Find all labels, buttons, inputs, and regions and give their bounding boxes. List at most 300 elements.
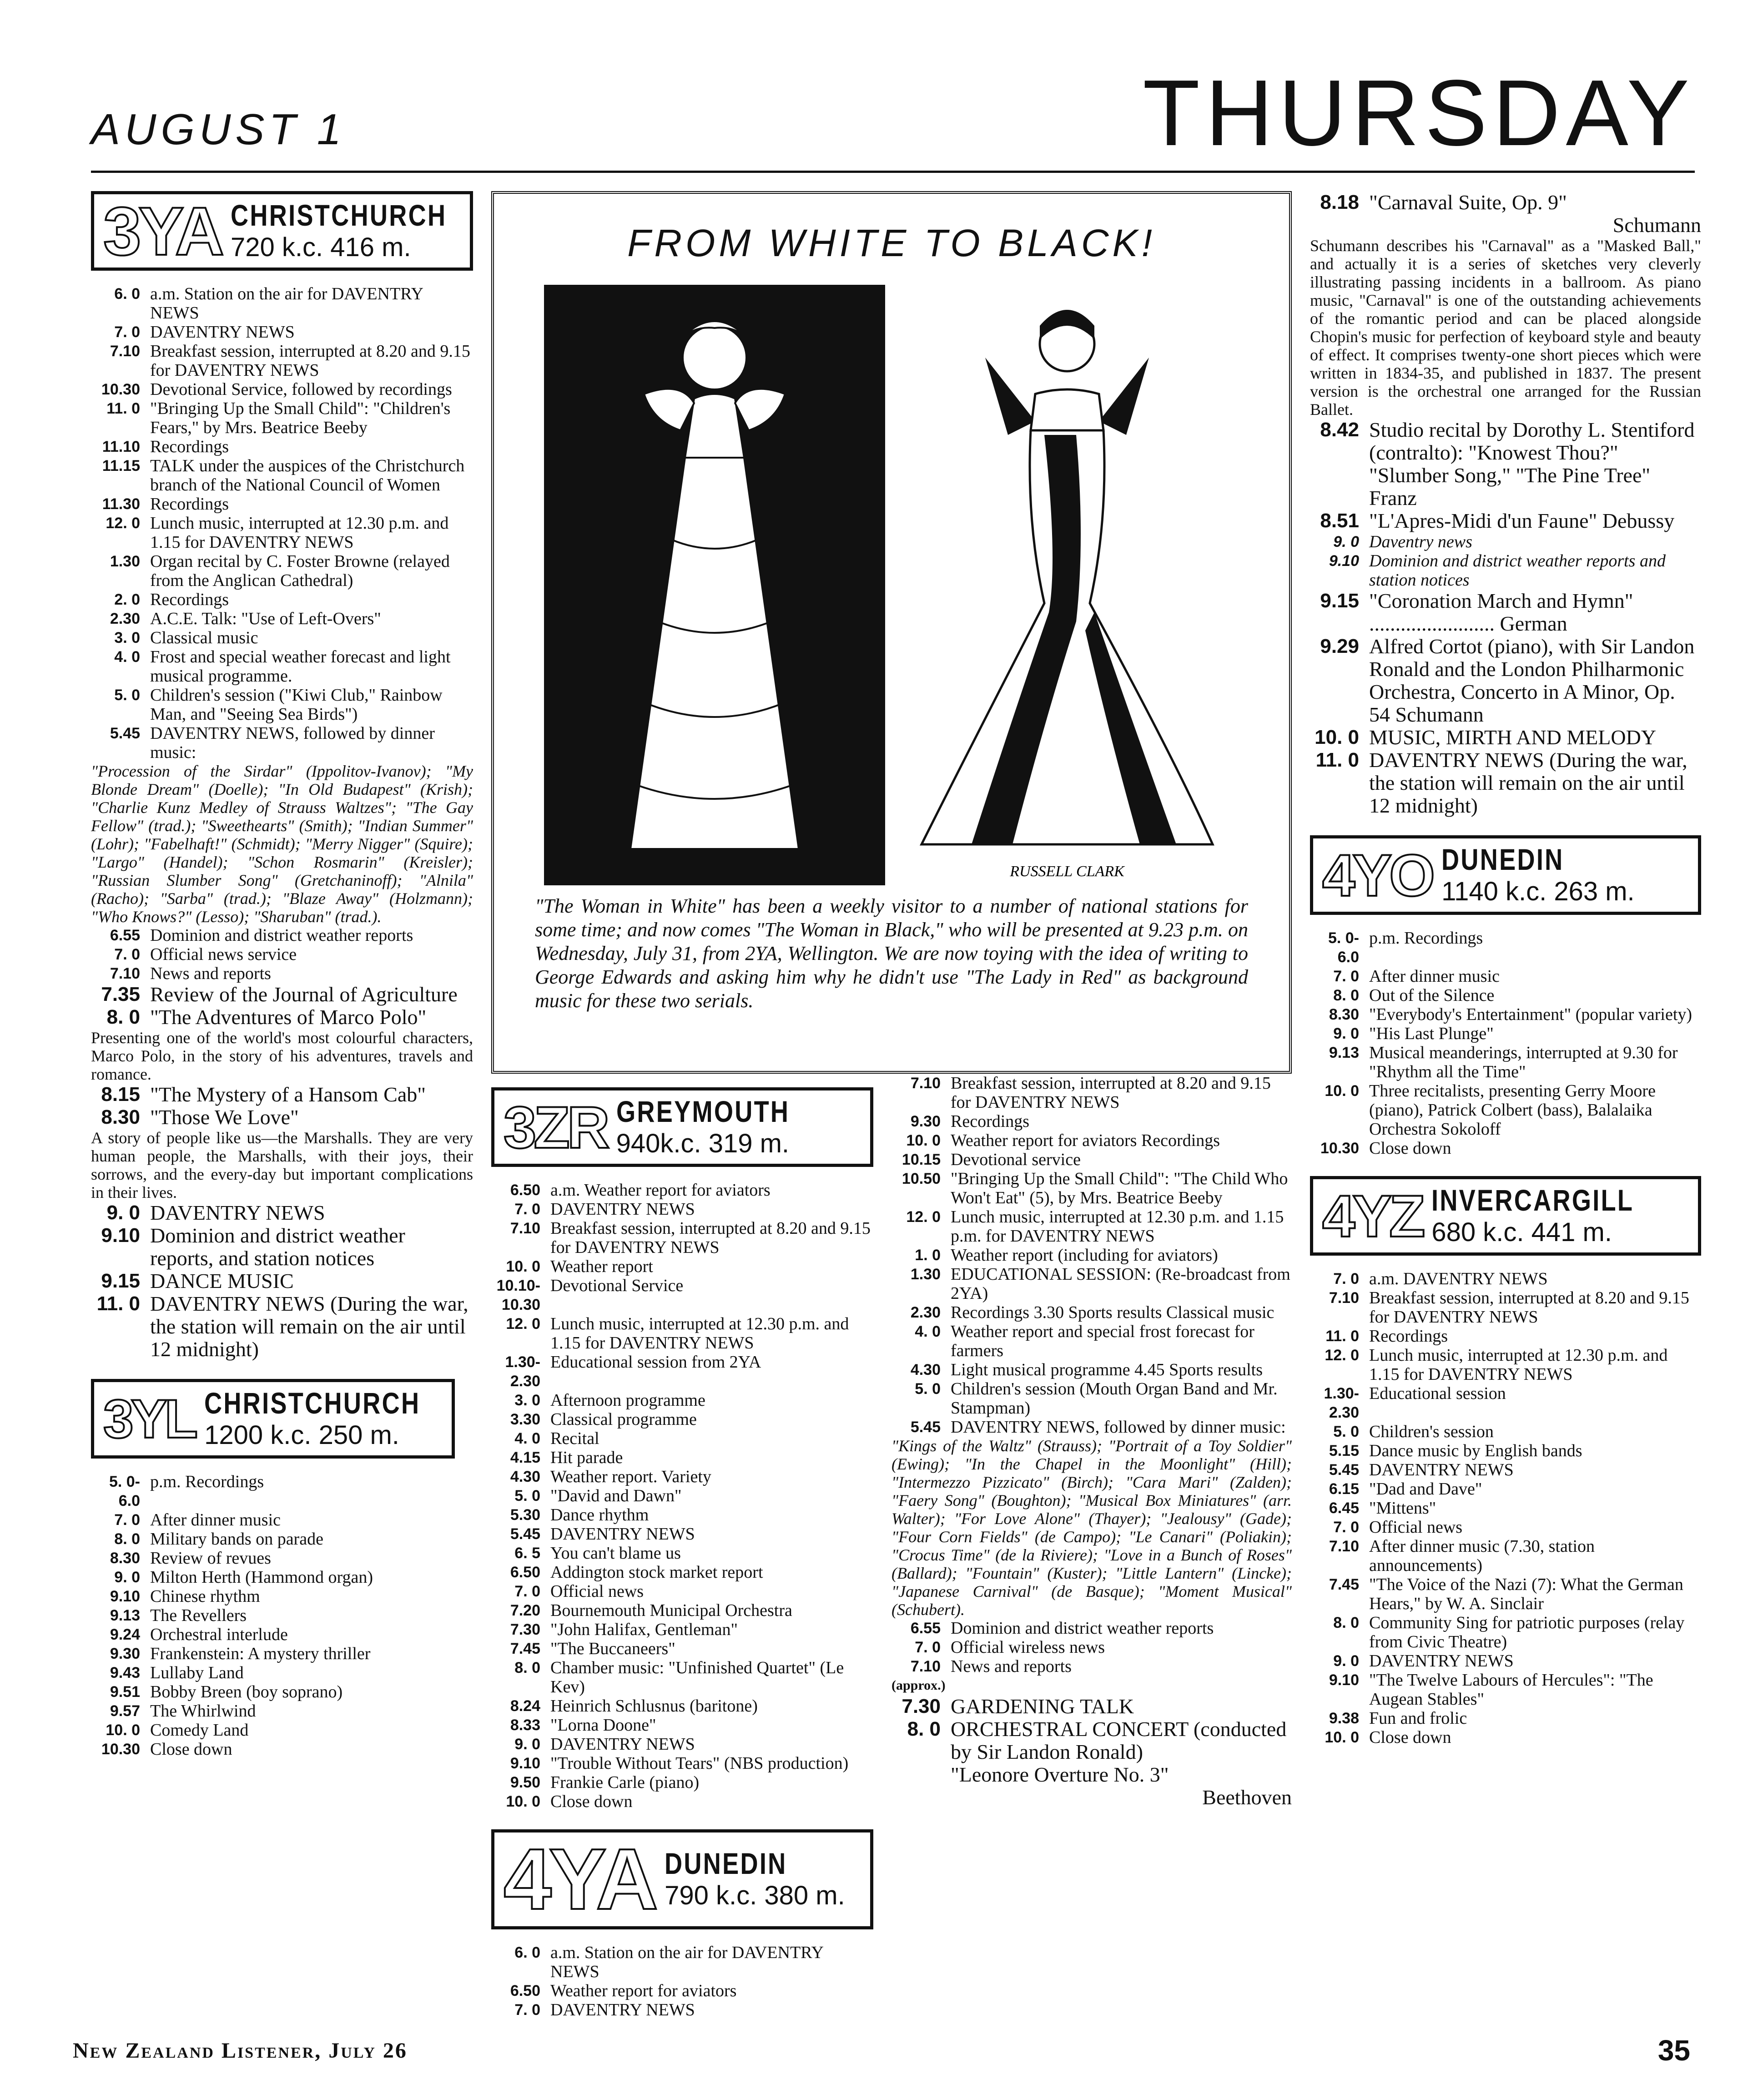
programme-item: DAVENTRY NEWS — [550, 2000, 695, 2019]
programme-time: 9.38 — [1329, 1710, 1359, 1727]
programme-item: After dinner music — [150, 1510, 281, 1530]
programme-item: "Coronation March and Hymn" ........................ German — [1369, 589, 1633, 635]
programme-time: 8.30 — [1329, 1006, 1359, 1023]
programme-time: 12. 0 — [506, 1315, 540, 1333]
programme-row — [491, 1429, 873, 1448]
programme-time: 4.15 — [510, 1449, 540, 1466]
programme-row — [1310, 1613, 1701, 1651]
header-rule — [91, 171, 1695, 173]
programme-row — [91, 964, 473, 983]
programme-item: GARDENING TALK — [951, 1695, 1134, 1718]
programme-time: 8. 0 — [907, 1718, 941, 1740]
programme-time: 3. 0 — [114, 629, 140, 646]
programme-time: 5.30 — [510, 1506, 540, 1524]
programme-row — [1310, 1024, 1701, 1043]
programme-row — [1310, 1499, 1701, 1518]
programme-time: 10.10-10.30 — [496, 1277, 540, 1313]
column-3ya-3yl — [91, 191, 473, 1759]
illustration-caption: "The Woman in White" has been a weekly visitor to a number of national stations for some time; and now comes "The Woman in Black," who will be presented at 9.23 p.m. on Wednesday, July 31, from 2YA, Wellington. We are now toying with the idea of writing to George Edwards and asking him why he didn't use "The Lady in Red" as background music for these two serials. — [535, 895, 1248, 1012]
programme-row — [91, 945, 473, 964]
programme-row — [1310, 1479, 1701, 1499]
programme-row — [91, 1006, 473, 1029]
station-frequency: 1140 k.c. 263 m. — [1441, 876, 1635, 906]
programme-item: Close down — [550, 1792, 633, 1811]
programme-item: EDUCATIONAL SESSION: (Re-broadcast from 2YA) — [951, 1265, 1290, 1303]
programme-item: Lunch music, interrupted at 12.30 p.m. and 1.15 for DAVENTRY NEWS — [550, 1314, 849, 1353]
programme-time: 9.10 — [101, 1224, 140, 1247]
programme-time: 6.50 — [510, 1181, 540, 1199]
programme-item: Light musical programme 4.45 Sports results — [951, 1360, 1263, 1379]
programme-time: 11.10 — [102, 438, 140, 455]
station-frequency: 720 k.c. 416 m. — [231, 232, 411, 262]
programme-time: 7. 0 — [915, 1639, 941, 1656]
programme-row — [491, 2000, 873, 2019]
programme-time: 6. 5 — [514, 1545, 540, 1562]
programme-row — [1310, 191, 1701, 214]
programme-item: Lunch music, interrupted at 12.30 p.m. and 1.15 for DAVENTRY NEWS — [1369, 1346, 1668, 1384]
programme-time: 6.50 — [510, 1564, 540, 1581]
programme-row — [491, 1544, 873, 1563]
programme-row — [1310, 1422, 1701, 1441]
programme-item: "The Adventures of Marco Polo" — [150, 1005, 427, 1029]
programme-time: 7. 0 — [514, 2001, 540, 2019]
programme-item: Official wireless news — [951, 1638, 1105, 1657]
programme-item: Milton Herth (Hammond organ) — [150, 1568, 373, 1587]
programme-item: Studio recital by Dorothy L. Stentiford (contralto): "Knowest Thou?" "Slumber Song," "The Pine Tree" Franz — [1369, 418, 1695, 510]
programme-row — [491, 1943, 873, 1981]
programme-time: 7.10 — [910, 1075, 941, 1092]
programme-row — [1310, 1537, 1701, 1575]
programme-row — [491, 1314, 873, 1353]
programme-row — [91, 1292, 473, 1361]
programme-row — [1310, 1081, 1701, 1139]
programme-item: Bobby Breen (boy soprano) — [150, 1682, 343, 1701]
programme-item: Breakfast session, interrupted at 8.20 and 9.15 for DAVENTRY NEWS — [550, 1219, 871, 1257]
programme-time: 7. 0 — [514, 1583, 540, 1600]
programme-note: A story of people like us—the Marshalls. They are very human people, the Marshalls, with their joys, their sorrows, and the every-day but important complications in their lives. — [91, 1129, 473, 1201]
programme-time: 2. 0 — [114, 591, 140, 608]
programme-item: Daventry news — [1369, 532, 1472, 551]
programme-time: 10. 0 — [1315, 726, 1359, 748]
programme-row — [491, 1754, 873, 1773]
programme-item: Close down — [1369, 1728, 1451, 1747]
programme-row — [91, 323, 473, 342]
programme-row — [1310, 1651, 1701, 1671]
programme-item: News and reports — [150, 964, 271, 983]
programme-time: 2.30 — [910, 1304, 941, 1321]
programme-time: 11.15 — [102, 457, 140, 475]
programme-row — [91, 1606, 473, 1625]
programme-item: Alfred Cortot (piano), with Sir Landon Ronald and the London Philharmonic Orchestra, Concerto in A Minor, Op. 54 Schumann — [1369, 635, 1695, 726]
programme-row — [491, 1276, 873, 1314]
station-frequency: 790 k.c. 380 m. — [665, 1881, 845, 1910]
station-box-4yo — [1310, 835, 1701, 915]
programme-time: 8. 0 — [106, 1006, 140, 1028]
programme-row — [892, 1131, 1292, 1150]
programme-item: ORCHESTRAL CONCERT (conducted by Sir Landon Ronald) — [951, 1717, 1287, 1763]
programme-item: Devotional Service — [550, 1276, 684, 1295]
station-box-3zr — [491, 1087, 873, 1167]
programme-row — [1310, 1441, 1701, 1460]
composer-name: Schumann — [1612, 213, 1701, 237]
programme-item: "Those We Love" — [150, 1106, 299, 1129]
programme-row — [491, 1639, 873, 1658]
programme-time: 1.30-2.30 — [505, 1353, 540, 1390]
programme-item: Frankie Carle (piano) — [550, 1773, 700, 1792]
programme-time: 5. 0-6.0 — [1328, 929, 1359, 966]
programme-row — [491, 1735, 873, 1754]
programme-item: "David and Dawn" — [550, 1486, 682, 1505]
programme-time: 7. 0 — [114, 946, 140, 963]
programme-time: 9.15 — [1320, 590, 1359, 612]
dinner-music-list: "Procession of the Sirdar" (Ippolitov-Ivanov); "My Blonde Dream" (Doelle); "In Old Budapest" (Krish); "Charlie Kunz Medley of Strauss Waltzes"; "The Gay Fellow" (trad.); "Sweethearts" (Smith); "Indian Summer" (Lohr); "Fabelhaft!" (Schmidt); "Merry Nigger" (Squire); "Largo" (Handel); "Schon Rosmarin" (Kreisler); "Russian Slumber Song" (Gretchaninoff); "Alnila" (Racho); "Sarba" (trad.); "Blaze Away" (Holzmann); "Who Knows?" (Lesso); "Sharuban" (trad.). — [91, 762, 473, 926]
programme-row — [491, 1391, 873, 1410]
programme-time: 9.10 — [1329, 1671, 1359, 1689]
programme-item: Classical music — [150, 628, 258, 647]
programme-row — [91, 1106, 473, 1129]
programme-item: p.m. Recordings — [1369, 929, 1483, 948]
station-box-4yz — [1310, 1176, 1701, 1256]
programme-row — [1310, 1518, 1701, 1537]
programme-time: 10. 0 — [506, 1793, 540, 1810]
programme-time: 11. 0 — [1315, 749, 1359, 771]
programme-item: "Everybody's Entertainment" (popular variety) — [1369, 1005, 1692, 1024]
programme-row — [491, 1486, 873, 1505]
programme-item: Dominion and district weather reports — [951, 1619, 1214, 1638]
programme-item: Official news — [550, 1582, 644, 1601]
programme-item: Lunch music, interrupted at 12.30 p.m. and 1.15 for DAVENTRY NEWS — [150, 514, 449, 552]
programme-row — [1310, 1005, 1701, 1024]
programme-item: DAVENTRY NEWS (During the war, the station will remain on the air until 12 midnight) — [150, 1292, 468, 1361]
approx-label: (approx.) — [892, 1678, 946, 1693]
programme-row — [491, 1181, 873, 1200]
programme-time: 9.15 — [101, 1270, 140, 1292]
programme-row — [491, 1448, 873, 1467]
programme-time: 4. 0 — [514, 1430, 540, 1447]
programme-item: Weather report — [550, 1257, 653, 1276]
station-logo-3zr: 3ZR — [504, 1094, 607, 1161]
programme-item: News and reports — [951, 1657, 1072, 1676]
programme-time: 8. 0 — [514, 1659, 540, 1676]
programme-row — [1310, 1269, 1701, 1288]
programme-row — [1310, 1460, 1701, 1479]
programme-time: 5. 0 — [114, 687, 140, 704]
programme-row — [892, 1112, 1292, 1131]
programme-row — [91, 1663, 473, 1682]
page-number: 35 — [1657, 2034, 1690, 2067]
programme-row — [1310, 419, 1701, 510]
programme-time: 4. 0 — [915, 1323, 941, 1340]
programme-row — [91, 1721, 473, 1740]
programme-item: "Lorna Doone" — [550, 1716, 656, 1735]
programme-time: 6. 0 — [514, 1944, 540, 1961]
programme-item: Educational session — [1369, 1384, 1506, 1403]
programme-time: 11. 0 — [96, 1292, 140, 1315]
dinner-music-list: "Kings of the Waltz" (Strauss); "Portrait of a Toy Soldier" (Ewing); "In the Chapel in the Moonlight" (Hill); "Intermezzo Pizzicato" (Birch); "Cara Mari" (Zalden); "Faery Song" (Boughton); "Musical Box Miniatures" (arr. Walter); "For Love Alone" (Thayer); "Jealousy" (Gade); "Four Corn Fields" (de Campo); "Le Canari" (Poliakin); "Crocus Time" (de la Riviere); "Love in a Bunch of Roses" (Ballard); "Fountain" (Kuster); "Little Lantern" (Lincke); "Japanese Carnival" (de Basque); "Moment Musical" (Schubert). — [892, 1437, 1292, 1619]
programme-row — [1310, 749, 1701, 817]
programme-row — [1310, 1728, 1701, 1747]
programme-time: 9.51 — [110, 1683, 140, 1701]
programme-time: 7. 0 — [1333, 1270, 1359, 1287]
programme-row — [1310, 1575, 1701, 1613]
programme-time: 9.43 — [110, 1664, 140, 1681]
programme-row — [1310, 532, 1701, 551]
programme-item: Orchestral interlude — [150, 1625, 288, 1644]
programme-row — [91, 437, 473, 456]
programme-row — [1310, 1139, 1701, 1158]
programme-time: 8. 0 — [1333, 987, 1359, 1004]
programme-item: After dinner music (7.30, station announcements) — [1369, 1537, 1595, 1575]
programme-time: 7. 0 — [114, 1511, 140, 1529]
programme-item: "L'Apres-Midi d'un Faune" Debussy — [1369, 509, 1675, 532]
woman-in-black-drawing — [894, 285, 1240, 885]
programme-time: 1. 0 — [915, 1247, 941, 1264]
programme-item: Recordings — [1369, 1327, 1448, 1346]
programme-item: Breakfast session, interrupted at 8.20 and 9.15 for DAVENTRY NEWS — [951, 1074, 1271, 1112]
programme-time: 9.30 — [910, 1113, 941, 1130]
programme-row — [892, 1718, 1292, 1763]
programme-time: 5. 0 — [514, 1487, 540, 1504]
programme-time: 7.10 — [110, 343, 140, 360]
programme-item: "Bringing Up the Small Child": "The Child Who Won't Eat" (5), by Mrs. Beatrice Beeby — [951, 1169, 1288, 1207]
programme-time: 7.45 — [1329, 1576, 1359, 1593]
programme-item: The Revellers — [150, 1606, 247, 1625]
programme-item: DAVENTRY NEWS — [550, 1200, 695, 1219]
programme-time: 11. 0 — [106, 400, 140, 417]
programme-time: 9.13 — [110, 1607, 140, 1624]
programme-item: Hit parade — [550, 1448, 623, 1467]
programme-time: 5.45 — [510, 1525, 540, 1543]
programme-item: Lullaby Land — [150, 1663, 244, 1682]
programme-row — [1310, 635, 1701, 726]
programme-time: 9.10 — [110, 1588, 140, 1605]
programme-item: "Trouble Without Tears" (NBS production) — [550, 1754, 849, 1773]
programme-item: DAVENTRY NEWS — [150, 1201, 325, 1224]
programme-row — [491, 1200, 873, 1219]
programme-item: "John Halifax, Gentleman" — [550, 1620, 738, 1639]
programme-item: Chinese rhythm — [150, 1587, 260, 1606]
programme-row — [491, 1219, 873, 1257]
programme-item: DAVENTRY NEWS, followed by dinner music: — [951, 1418, 1286, 1437]
programme-row — [1310, 1671, 1701, 1709]
programme-time: 12. 0 — [906, 1208, 941, 1226]
programme-item: Weather report for aviators Recordings — [951, 1131, 1220, 1150]
programme-item: "Mittens" — [1369, 1499, 1436, 1518]
programme-row — [491, 1257, 873, 1276]
programme-time: 1.30 — [110, 553, 140, 570]
programme-item: a.m. Weather report for aviators — [550, 1181, 771, 1200]
programme-time: 10. 0 — [1325, 1082, 1359, 1100]
programme-row — [491, 1353, 873, 1391]
programme-row — [491, 1582, 873, 1601]
programme-item: Dance rhythm — [550, 1505, 649, 1525]
programme-row — [91, 1587, 473, 1606]
programme-time: 7.10 — [1329, 1538, 1359, 1555]
programme-row — [892, 1074, 1292, 1112]
programme-note: Presenting one of the world's most colourful characters, Marco Polo, in the story of his adventures, travels and romance. — [91, 1029, 473, 1083]
programme-time: 3. 0 — [514, 1392, 540, 1409]
programme-item: Devotional Service, followed by recordings — [150, 380, 452, 399]
programme-time: 11. 0 — [1325, 1328, 1359, 1345]
programme-item: Recordings — [150, 590, 229, 609]
programme-item: DAVENTRY NEWS — [550, 1735, 695, 1754]
programme-item: Recordings — [150, 495, 229, 514]
station-city: INVERCARGILL — [1431, 1183, 1634, 1217]
programme-time: 7.10 — [510, 1220, 540, 1237]
programme-row — [892, 1657, 1292, 1676]
programme-row — [892, 1169, 1292, 1207]
programme-time: 10.30 — [101, 381, 140, 398]
programme-time: 9. 0 — [114, 1569, 140, 1586]
station-frequency: 940k.c. 319 m. — [616, 1128, 790, 1158]
programme-row — [91, 495, 473, 514]
programme-time: 10.30 — [1320, 1140, 1359, 1157]
programme-time: 5.45 — [910, 1419, 941, 1436]
programme-item: Dominion and district weather reports, and station notices — [150, 1224, 405, 1270]
programme-item: Lunch music, interrupted at 12.30 p.m. and 1.15 p.m. for DAVENTRY NEWS — [951, 1207, 1284, 1246]
programme-item: DAVENTRY NEWS — [550, 1525, 695, 1544]
programme-item: DAVENTRY NEWS — [1369, 1651, 1514, 1671]
programme-row — [491, 1792, 873, 1811]
programme-time: 8.24 — [510, 1697, 540, 1715]
programme-item: After dinner music — [1369, 967, 1500, 986]
station-logo-4yo: 4YO — [1322, 842, 1433, 909]
programme-item: A.C.E. Talk: "Use of Left-Overs" — [150, 609, 381, 628]
programme-time: 9.29 — [1320, 635, 1359, 657]
programme-row — [1310, 986, 1701, 1005]
programme-time: 7.45 — [510, 1640, 540, 1657]
programme-row — [91, 609, 473, 628]
programme-item: TALK under the auspices of the Christchurch branch of the National Council of Women — [150, 456, 465, 495]
programme-time: 12. 0 — [106, 515, 140, 532]
programme-time: 4. 0 — [114, 648, 140, 666]
station-city: DUNEDIN — [665, 1847, 787, 1880]
programme-row — [91, 1224, 473, 1270]
station-frequency: 1200 k.c. 250 m. — [204, 1420, 399, 1450]
programme-time: 8.18 — [1320, 191, 1359, 213]
programme-time: 7.35 — [101, 983, 140, 1005]
programme-time: 4.30 — [510, 1468, 540, 1485]
programme-time: 7.30 — [902, 1695, 941, 1717]
programme-time: 1.30-2.30 — [1324, 1385, 1359, 1421]
programme-time: 9.13 — [1329, 1044, 1359, 1061]
programme-item: Recordings 3.30 Sports results Classical music — [951, 1303, 1274, 1322]
programme-row — [91, 1625, 473, 1644]
programme-time: 7.10 — [110, 965, 140, 982]
programme-item: You can't blame us — [550, 1544, 681, 1563]
programme-item: Weather report. Variety — [550, 1467, 711, 1486]
programme-row — [1310, 510, 1701, 532]
programme-item: Children's session ("Kiwi Club," Rainbow Man, and "Seeing Sea Birds") — [150, 686, 443, 724]
station-frequency: 680 k.c. 441 m. — [1431, 1217, 1612, 1247]
station-box-3yl — [91, 1379, 455, 1459]
programme-row — [491, 1773, 873, 1792]
programme-time: 7.20 — [510, 1602, 540, 1619]
programme-row — [491, 1563, 873, 1582]
footer-publication: New Zealand Listener, July 26 — [73, 2039, 408, 2063]
programme-time: 2.30 — [110, 610, 140, 627]
programme-time: 7. 0 — [514, 1201, 540, 1218]
programme-item: a.m. DAVENTRY NEWS — [1369, 1269, 1548, 1288]
programme-row — [91, 1530, 473, 1549]
programme-time: 12. 0 — [1325, 1347, 1359, 1364]
programme-row — [91, 1472, 473, 1510]
programme-item: Organ recital by C. Foster Browne (relayed from the Anglican Cathedral) — [150, 552, 450, 590]
programme-row — [91, 1549, 473, 1568]
programme-row — [91, 514, 473, 552]
programme-row — [892, 1207, 1292, 1246]
programme-time: 7.30 — [510, 1621, 540, 1638]
programme-time: 8.30 — [101, 1106, 140, 1128]
programme-item: Recordings — [150, 437, 229, 456]
programme-item: Recordings — [951, 1112, 1030, 1131]
station-city: CHRISTCHURCH — [204, 1386, 421, 1420]
programme-row — [1310, 1043, 1701, 1081]
programme-item: "Leonore Overture No. 3" — [951, 1763, 1169, 1786]
programme-time: 8. 0 — [1333, 1614, 1359, 1631]
programme-row — [491, 1981, 873, 2000]
programme-row — [1310, 726, 1701, 749]
programme-row — [91, 724, 473, 762]
programme-row — [91, 1740, 473, 1759]
programme-time: 9. 0 — [1333, 1652, 1359, 1670]
station-logo-3yl: 3YL — [103, 1388, 196, 1449]
programme-row — [1310, 1288, 1701, 1327]
programme-time: 10.30 — [101, 1741, 140, 1758]
station-logo-4ya: 4YA — [504, 1831, 656, 1928]
programme-row — [491, 1620, 873, 1639]
programme-time: 6.50 — [510, 1982, 540, 1999]
station-box-4ya — [491, 1829, 873, 1929]
programme-row — [892, 1265, 1292, 1303]
programme-item: MUSIC, MIRTH AND MELODY — [1369, 726, 1657, 749]
programme-time: 5. 0 — [915, 1380, 941, 1398]
programme-item: Recital — [550, 1429, 599, 1448]
programme-time: 6.15 — [1329, 1480, 1359, 1498]
programme-row — [491, 1525, 873, 1544]
programme-item: Bournemouth Municipal Orchestra — [550, 1601, 792, 1620]
date-heading: AUGUST 1 — [91, 105, 346, 154]
programme-time: 8. 0 — [114, 1530, 140, 1548]
programme-row — [91, 1510, 473, 1530]
station-box-3ya — [91, 191, 473, 271]
programme-row — [1310, 1709, 1701, 1728]
programme-row — [491, 1467, 873, 1486]
programme-item: a.m. Station on the air for DAVENTRY NEWS — [150, 284, 423, 323]
programme-item: "Carnaval Suite, Op. 9" — [1369, 191, 1567, 214]
programme-item: Dance music by English bands — [1369, 1441, 1582, 1460]
programme-time: 8.15 — [101, 1083, 140, 1106]
programme-row — [491, 1658, 873, 1696]
station-logo-3ya: 3YA — [103, 192, 222, 269]
programme-row — [91, 1201, 473, 1224]
programme-time: 10. 0 — [506, 1258, 540, 1275]
programme-row — [491, 1601, 873, 1620]
programme-row — [892, 1360, 1292, 1379]
programme-item: Musical meanderings, interrupted at 9.30 for "Rhythm all the Time" — [1369, 1043, 1678, 1081]
programme-row — [892, 1379, 1292, 1418]
programme-item: DAVENTRY NEWS — [150, 323, 295, 342]
programme-row — [1310, 1384, 1701, 1422]
programme-item: "The Voice of the Nazi (7): What the German Hears," by W. A. Sinclair — [1369, 1575, 1683, 1613]
programme-item: Breakfast session, interrupted at 8.20 and 9.15 for DAVENTRY NEWS — [1369, 1288, 1689, 1327]
programme-row — [491, 1696, 873, 1716]
programme-time: 9. 0 — [1333, 1025, 1359, 1042]
programme-time: 10. 0 — [906, 1132, 941, 1149]
programme-time: 3.30 — [510, 1411, 540, 1428]
programme-time: 10. 0 — [1325, 1729, 1359, 1746]
programme-note: Schumann describes his "Carnaval" as a "Masked Ball," and actually it is a series of sketches very cleverly illustrating passing incidents in a ballroom. As piano music, "Carnaval" is one of the outstanding achievements of the romantic period and can be placed alongside Chopin's music for perfection of keyboard style and beauty of effect. It comprises twenty-one short pieces which were written in 1834-35, and published in 1837. The present version is the orchestral one arranged for the Russian Ballet. — [1310, 237, 1701, 419]
